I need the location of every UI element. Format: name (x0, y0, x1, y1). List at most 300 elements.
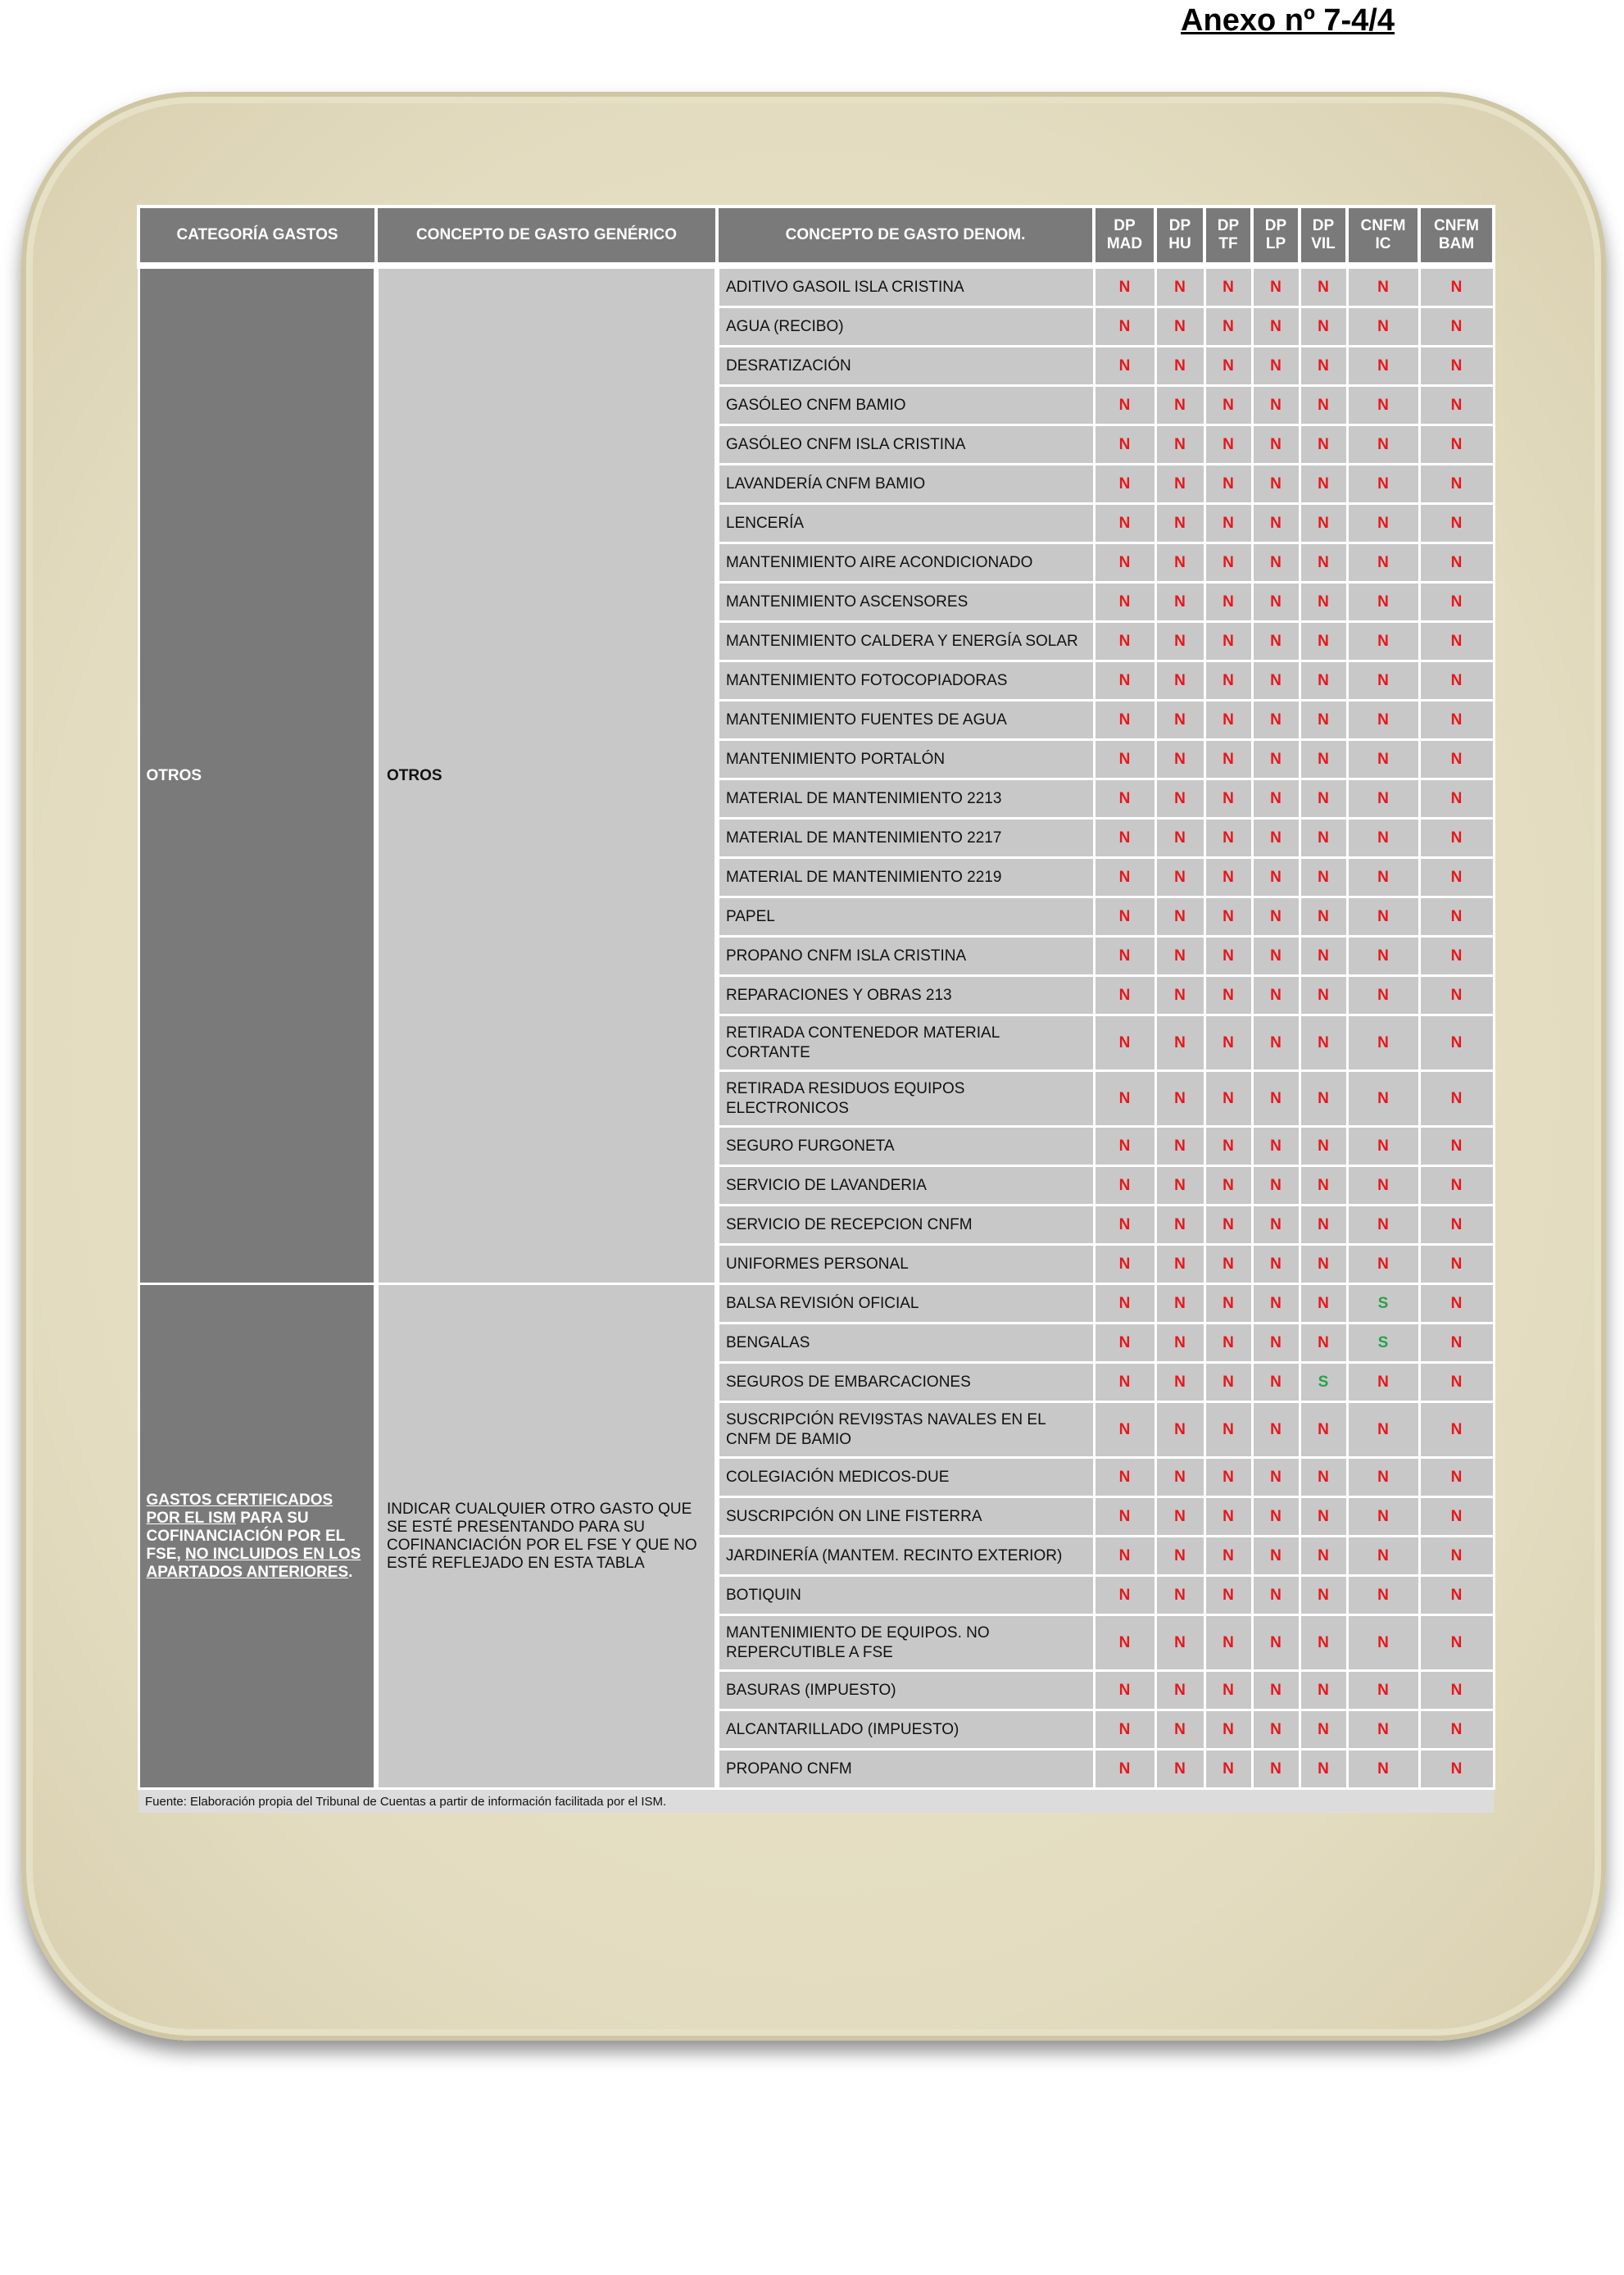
flag-cell: N (1300, 1576, 1347, 1615)
flag-cell: N (1155, 1671, 1204, 1710)
flag-cell: N (1094, 740, 1155, 779)
concept-cell: ADITIVO GASOIL ISLA CRISTINA (717, 266, 1094, 307)
flag-cell: N (1300, 1615, 1347, 1671)
header-dp-lp: DP LP (1252, 207, 1300, 266)
flag-cell: N (1419, 347, 1494, 386)
flag-cell: N (1204, 1671, 1252, 1710)
flag-cell: N (1300, 465, 1347, 504)
concept-cell: MANTENIMIENTO CALDERA Y ENERGÍA SOLAR (717, 622, 1094, 661)
flag-cell: N (1204, 661, 1252, 701)
flag-cell: N (1204, 1324, 1252, 1363)
concept-cell: PROPANO CNFM ISLA CRISTINA (717, 937, 1094, 976)
flag-cell: N (1094, 307, 1155, 347)
concept-cell: SERVICIO DE LAVANDERIA (717, 1166, 1094, 1206)
flag-cell: N (1094, 701, 1155, 740)
flag-cell: N (1300, 543, 1347, 583)
flag-cell: S (1347, 1284, 1419, 1324)
flag-cell: N (1419, 1537, 1494, 1576)
flag-cell: N (1347, 1750, 1419, 1789)
flag-cell: N (1419, 1284, 1494, 1324)
flag-cell: N (1155, 1497, 1204, 1537)
flag-cell: N (1204, 386, 1252, 425)
concept-cell: BOTIQUIN (717, 1576, 1094, 1615)
concept-cell: MANTENIMIENTO PORTALÓN (717, 740, 1094, 779)
flag-cell: N (1204, 1166, 1252, 1206)
flag-cell: N (1347, 1458, 1419, 1497)
flag-cell: N (1347, 740, 1419, 779)
flag-cell: N (1252, 1245, 1300, 1284)
flag-cell: N (1300, 1071, 1347, 1127)
flag-cell: N (1155, 661, 1204, 701)
source-note: Fuente: Elaboración propia del Tribunal de Cuentas a partir de información facilitada por el ISM. (138, 1789, 1494, 1814)
flag-cell: N (1094, 1015, 1155, 1071)
flag-cell: N (1300, 701, 1347, 740)
flag-cell: N (1155, 819, 1204, 858)
flag-cell: N (1252, 976, 1300, 1015)
flag-cell: N (1419, 1245, 1494, 1284)
flag-cell: N (1419, 386, 1494, 425)
concept-cell: SUSCRIPCIÓN ON LINE FISTERRA (717, 1497, 1094, 1537)
flag-cell: N (1300, 937, 1347, 976)
flag-cell: N (1419, 661, 1494, 701)
flag-cell: N (1094, 1576, 1155, 1615)
flag-cell: N (1419, 701, 1494, 740)
header-dp-tf: DP TF (1204, 207, 1252, 266)
flag-cell: N (1300, 583, 1347, 622)
flag-cell: N (1094, 1671, 1155, 1710)
flag-cell: N (1204, 504, 1252, 543)
flag-cell: N (1094, 819, 1155, 858)
flag-cell: N (1419, 504, 1494, 543)
flag-cell: N (1094, 1537, 1155, 1576)
concept-cell: MANTENIMIENTO AIRE ACONDICIONADO (717, 543, 1094, 583)
flag-cell: N (1155, 1576, 1204, 1615)
flag-cell: N (1300, 897, 1347, 937)
flag-cell: N (1252, 1710, 1300, 1750)
flag-cell: N (1347, 425, 1419, 465)
flag-cell: N (1204, 701, 1252, 740)
flag-cell: N (1252, 1615, 1300, 1671)
flag-cell: N (1252, 504, 1300, 543)
flag-cell: N (1300, 622, 1347, 661)
flag-cell: N (1300, 266, 1347, 307)
flag-cell: N (1252, 1671, 1300, 1710)
header-cnfm-bam: CNFM BAM (1419, 207, 1494, 266)
flag-cell: S (1347, 1324, 1419, 1363)
flag-cell: N (1300, 661, 1347, 701)
flag-cell: N (1300, 740, 1347, 779)
concept-cell: MANTENIMIENTO FOTOCOPIADORAS (717, 661, 1094, 701)
flag-cell: N (1094, 1166, 1155, 1206)
flag-cell: N (1419, 1671, 1494, 1710)
flag-cell: N (1204, 779, 1252, 819)
flag-cell: N (1252, 347, 1300, 386)
concept-cell: REPARACIONES Y OBRAS 213 (717, 976, 1094, 1015)
flag-cell: N (1347, 1671, 1419, 1710)
flag-cell: N (1300, 1284, 1347, 1324)
header-dp-mad: DP MAD (1094, 207, 1155, 266)
flag-cell: N (1419, 1071, 1494, 1127)
flag-cell: N (1419, 1497, 1494, 1537)
flag-cell: N (1252, 1284, 1300, 1324)
flag-cell: N (1204, 976, 1252, 1015)
flag-cell: N (1204, 622, 1252, 661)
flag-cell: N (1155, 347, 1204, 386)
flag-cell: N (1252, 1458, 1300, 1497)
flag-cell: N (1155, 1127, 1204, 1166)
flag-cell: N (1155, 1324, 1204, 1363)
flag-cell: N (1155, 858, 1204, 897)
flag-cell: N (1252, 1127, 1300, 1166)
flag-cell: N (1155, 1245, 1204, 1284)
category-text-part: . (348, 1563, 353, 1581)
concept-cell: AGUA (RECIBO) (717, 307, 1094, 347)
flag-cell: N (1419, 1166, 1494, 1206)
flag-cell: N (1155, 897, 1204, 937)
table-container (137, 205, 1492, 1813)
flag-cell: N (1347, 858, 1419, 897)
flag-cell: N (1094, 1324, 1155, 1363)
flag-cell: N (1252, 1402, 1300, 1458)
flag-cell: N (1094, 622, 1155, 661)
flag-cell: N (1252, 937, 1300, 976)
flag-cell: N (1155, 622, 1204, 661)
concept-cell: MANTENIMIENTO ASCENSORES (717, 583, 1094, 622)
header-row (138, 207, 1494, 266)
category-text-part: PARA SU COFINANCIACIÓN POR EL FSE, (146, 1509, 345, 1563)
concept-cell: LENCERÍA (717, 504, 1094, 543)
flag-cell: N (1347, 1402, 1419, 1458)
category-text-part: GASTOS CERTIFICADOS POR EL ISM (146, 1491, 333, 1527)
flag-cell: N (1252, 386, 1300, 425)
flag-cell: N (1252, 622, 1300, 661)
concept-cell: BASURAS (IMPUESTO) (717, 1671, 1094, 1710)
flag-cell: N (1155, 307, 1204, 347)
flag-cell: N (1347, 1576, 1419, 1615)
flag-cell: N (1204, 1402, 1252, 1458)
flag-cell: N (1347, 897, 1419, 937)
flag-cell: N (1419, 425, 1494, 465)
flag-cell: N (1204, 347, 1252, 386)
flag-cell: N (1204, 1576, 1252, 1615)
flag-cell: N (1094, 465, 1155, 504)
flag-cell: N (1419, 1127, 1494, 1166)
flag-cell: N (1347, 1710, 1419, 1750)
annex-title: Anexo nº 7-4/4 (1181, 3, 1395, 38)
flag-cell: N (1204, 1497, 1252, 1537)
flag-cell: S (1300, 1363, 1347, 1402)
flag-cell: N (1094, 779, 1155, 819)
flag-cell: N (1155, 465, 1204, 504)
flag-cell: N (1347, 779, 1419, 819)
flag-cell: N (1300, 425, 1347, 465)
flag-cell: N (1155, 543, 1204, 583)
category-cell (138, 1284, 376, 1789)
flag-cell: N (1419, 819, 1494, 858)
flag-cell: N (1347, 1166, 1419, 1206)
flag-cell: N (1204, 1284, 1252, 1324)
flag-cell: N (1419, 622, 1494, 661)
flag-cell: N (1094, 858, 1155, 897)
flag-cell: N (1094, 386, 1155, 425)
flag-cell: N (1347, 1015, 1419, 1071)
flag-cell: N (1419, 307, 1494, 347)
flag-cell: N (1300, 347, 1347, 386)
flag-cell: N (1204, 897, 1252, 937)
flag-cell: N (1252, 779, 1300, 819)
flag-cell: N (1347, 701, 1419, 740)
flag-cell: N (1204, 583, 1252, 622)
flag-cell: N (1347, 543, 1419, 583)
flag-cell: N (1300, 1127, 1347, 1166)
flag-cell: N (1252, 1015, 1300, 1071)
flag-cell: N (1252, 1324, 1300, 1363)
flag-cell: N (1419, 740, 1494, 779)
flag-cell: N (1094, 1750, 1155, 1789)
flag-cell: N (1300, 976, 1347, 1015)
flag-cell: N (1155, 1015, 1204, 1071)
flag-cell: N (1252, 1537, 1300, 1576)
concept-cell: RETIRADA CONTENEDOR MATERIAL CORTANTE (717, 1015, 1094, 1071)
flag-cell: N (1094, 347, 1155, 386)
flag-cell: N (1300, 1750, 1347, 1789)
flag-cell: N (1204, 858, 1252, 897)
flag-cell: N (1419, 779, 1494, 819)
flag-cell: N (1419, 1615, 1494, 1671)
flag-cell: N (1155, 266, 1204, 307)
flag-cell: N (1300, 1671, 1347, 1710)
flag-cell: N (1300, 1537, 1347, 1576)
flag-cell: N (1155, 1206, 1204, 1245)
concept-cell: BALSA REVISIÓN OFICIAL (717, 1284, 1094, 1324)
flag-cell: N (1204, 819, 1252, 858)
flag-cell: N (1094, 1363, 1155, 1402)
flag-cell: N (1204, 266, 1252, 307)
flag-cell: N (1300, 858, 1347, 897)
header-categoria: CATEGORÍA GASTOS (138, 207, 376, 266)
flag-cell: N (1094, 937, 1155, 976)
flag-cell: N (1155, 1402, 1204, 1458)
flag-cell: N (1252, 583, 1300, 622)
flag-cell: N (1300, 1166, 1347, 1206)
flag-cell: N (1155, 779, 1204, 819)
flag-cell: N (1204, 1015, 1252, 1071)
flag-cell: N (1155, 386, 1204, 425)
flag-cell: N (1155, 504, 1204, 543)
flag-cell: N (1155, 1615, 1204, 1671)
flag-cell: N (1419, 1402, 1494, 1458)
concept-cell: MANTENIMIENTO DE EQUIPOS. NO REPERCUTIBLE A FSE (717, 1615, 1094, 1671)
flag-cell: N (1347, 1615, 1419, 1671)
flag-cell: N (1204, 543, 1252, 583)
flag-cell: N (1347, 307, 1419, 347)
flag-cell: N (1347, 1497, 1419, 1537)
flag-cell: N (1347, 1245, 1419, 1284)
flag-cell: N (1204, 1537, 1252, 1576)
flag-cell: N (1347, 1537, 1419, 1576)
concept-cell: MATERIAL DE MANTENIMIENTO 2213 (717, 779, 1094, 819)
flag-cell: N (1204, 937, 1252, 976)
table-row (138, 1284, 1494, 1324)
flag-cell: N (1419, 1363, 1494, 1402)
flag-cell: N (1204, 740, 1252, 779)
flag-cell: N (1252, 819, 1300, 858)
flag-cell: N (1155, 1458, 1204, 1497)
flag-cell: N (1094, 1402, 1155, 1458)
flag-cell: N (1155, 1363, 1204, 1402)
flag-cell: N (1204, 1458, 1252, 1497)
flag-cell: N (1094, 425, 1155, 465)
flag-cell: N (1094, 1615, 1155, 1671)
flag-cell: N (1155, 425, 1204, 465)
concept-cell: GASÓLEO CNFM ISLA CRISTINA (717, 425, 1094, 465)
concept-cell: MATERIAL DE MANTENIMIENTO 2217 (717, 819, 1094, 858)
flag-cell: N (1419, 266, 1494, 307)
flag-cell: N (1204, 425, 1252, 465)
concept-cell: MANTENIMIENTO FUENTES DE AGUA (717, 701, 1094, 740)
flag-cell: N (1252, 1750, 1300, 1789)
flag-cell: N (1347, 1071, 1419, 1127)
flag-cell: N (1155, 740, 1204, 779)
flag-cell: N (1347, 1363, 1419, 1402)
flag-cell: N (1155, 1166, 1204, 1206)
flag-cell: N (1300, 819, 1347, 858)
concept-cell: GASÓLEO CNFM BAMIO (717, 386, 1094, 425)
flag-cell: N (1094, 1284, 1155, 1324)
header-generico: CONCEPTO DE GASTO GENÉRICO (376, 207, 717, 266)
flag-cell: N (1204, 1750, 1252, 1789)
flag-cell: N (1094, 897, 1155, 937)
flag-cell: N (1094, 1497, 1155, 1537)
flag-cell: N (1347, 622, 1419, 661)
concept-cell: MATERIAL DE MANTENIMIENTO 2219 (717, 858, 1094, 897)
concept-cell: COLEGIACIÓN MEDICOS-DUE (717, 1458, 1094, 1497)
flag-cell: N (1347, 937, 1419, 976)
flag-cell: N (1252, 465, 1300, 504)
flag-cell: N (1347, 661, 1419, 701)
flag-cell: N (1419, 583, 1494, 622)
flag-cell: N (1419, 976, 1494, 1015)
concept-cell: SEGUROS DE EMBARCACIONES (717, 1363, 1094, 1402)
flag-cell: N (1300, 504, 1347, 543)
flag-cell: N (1094, 504, 1155, 543)
flag-cell: N (1252, 1576, 1300, 1615)
header-cnfm-ic: CNFM IC (1347, 207, 1419, 266)
flag-cell: N (1300, 1206, 1347, 1245)
flag-cell: N (1252, 1071, 1300, 1127)
flag-cell: N (1300, 1458, 1347, 1497)
flag-cell: N (1419, 1710, 1494, 1750)
flag-cell: N (1252, 266, 1300, 307)
flag-cell: N (1252, 740, 1300, 779)
flag-cell: N (1300, 779, 1347, 819)
flag-cell: N (1347, 266, 1419, 307)
flag-cell: N (1252, 661, 1300, 701)
flag-cell: N (1419, 1750, 1494, 1789)
flag-cell: N (1155, 1071, 1204, 1127)
flag-cell: N (1252, 1363, 1300, 1402)
flag-cell: N (1300, 1015, 1347, 1071)
flag-cell: N (1252, 425, 1300, 465)
flag-cell: N (1419, 858, 1494, 897)
flag-cell: N (1419, 543, 1494, 583)
flag-cell: N (1252, 1497, 1300, 1537)
flag-cell: N (1300, 1497, 1347, 1537)
flag-cell: N (1300, 307, 1347, 347)
concept-cell: LAVANDERÍA CNFM BAMIO (717, 465, 1094, 504)
flag-cell: N (1252, 701, 1300, 740)
flag-cell: N (1094, 1458, 1155, 1497)
expense-table (137, 205, 1495, 1813)
flag-cell: N (1204, 1363, 1252, 1402)
flag-cell: N (1347, 504, 1419, 543)
category-cell: OTROS (138, 266, 376, 1284)
flag-cell: N (1204, 1245, 1252, 1284)
header-denom: CONCEPTO DE GASTO DENOM. (717, 207, 1094, 266)
concept-cell: SUSCRIPCIÓN REVI9STAS NAVALES EN EL CNFM DE BAMIO (717, 1402, 1094, 1458)
flag-cell: N (1204, 307, 1252, 347)
flag-cell: N (1155, 937, 1204, 976)
flag-cell: N (1204, 1615, 1252, 1671)
concept-cell: DESRATIZACIÓN (717, 347, 1094, 386)
flag-cell: N (1252, 1206, 1300, 1245)
flag-cell: N (1419, 465, 1494, 504)
flag-cell: N (1094, 1206, 1155, 1245)
flag-cell: N (1155, 1284, 1204, 1324)
flag-cell: N (1094, 1710, 1155, 1750)
flag-cell: N (1252, 897, 1300, 937)
flag-cell: N (1347, 1127, 1419, 1166)
flag-cell: N (1252, 307, 1300, 347)
flag-cell: N (1204, 1206, 1252, 1245)
concept-cell: PROPANO CNFM (717, 1750, 1094, 1789)
flag-cell: N (1419, 1206, 1494, 1245)
table-body (138, 266, 1494, 1789)
flag-cell: N (1300, 1324, 1347, 1363)
header-dp-vil: DP VIL (1300, 207, 1347, 266)
flag-cell: N (1347, 819, 1419, 858)
generic-concept-cell: OTROS (376, 266, 717, 1284)
flag-cell: N (1300, 386, 1347, 425)
flag-cell: N (1347, 583, 1419, 622)
flag-cell: N (1347, 1206, 1419, 1245)
flag-cell: N (1300, 1245, 1347, 1284)
flag-cell: N (1094, 976, 1155, 1015)
flag-cell: N (1094, 1245, 1155, 1284)
flag-cell: N (1094, 583, 1155, 622)
concept-cell: ALCANTARILLADO (IMPUESTO) (717, 1710, 1094, 1750)
category-text-part: NO INCLUIDOS EN LOS APARTADOS ANTERIORES (146, 1545, 361, 1581)
concept-cell: RETIRADA RESIDUOS EQUIPOS ELECTRONICOS (717, 1071, 1094, 1127)
flag-cell: N (1155, 1537, 1204, 1576)
concept-cell: UNIFORMES PERSONAL (717, 1245, 1094, 1284)
flag-cell: N (1419, 1576, 1494, 1615)
flag-cell: N (1300, 1402, 1347, 1458)
flag-cell: N (1094, 1127, 1155, 1166)
header-dp-hu: DP HU (1155, 207, 1204, 266)
flag-cell: N (1155, 1710, 1204, 1750)
flag-cell: N (1094, 1071, 1155, 1127)
flag-cell: N (1252, 1166, 1300, 1206)
flag-cell: N (1347, 976, 1419, 1015)
flag-cell: N (1419, 937, 1494, 976)
flag-cell: N (1419, 897, 1494, 937)
flag-cell: N (1094, 266, 1155, 307)
flag-cell: N (1155, 976, 1204, 1015)
concept-cell: PAPEL (717, 897, 1094, 937)
flag-cell: N (1155, 583, 1204, 622)
flag-cell: N (1204, 1071, 1252, 1127)
